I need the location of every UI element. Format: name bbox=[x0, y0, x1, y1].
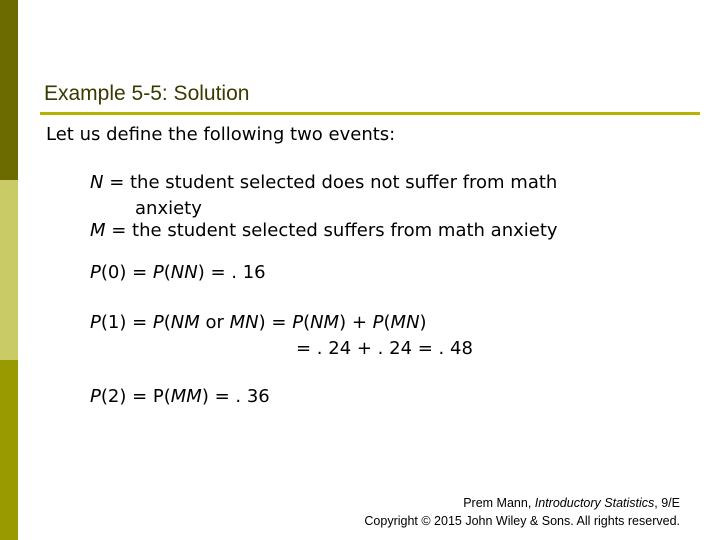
p0-equation bbox=[90, 262, 266, 283]
intro-text: Let us define the following two events: bbox=[46, 124, 396, 145]
p1-event: NM bbox=[170, 312, 200, 333]
p1-event: MN bbox=[229, 312, 259, 333]
p2-result: ) = . 36 bbox=[201, 386, 270, 407]
plus: ) + bbox=[339, 312, 373, 333]
p2-equation bbox=[90, 386, 270, 407]
sidebar-band-bottom bbox=[0, 360, 18, 540]
title-underline bbox=[40, 112, 700, 115]
p0-result: ) = . 16 bbox=[197, 262, 266, 283]
event-n-text: = the student selected does not suffer from math bbox=[103, 172, 558, 193]
paren: ( bbox=[303, 312, 311, 333]
p1-event: MN bbox=[390, 312, 420, 333]
event-n-definition bbox=[90, 172, 557, 193]
event-m-definition bbox=[90, 220, 558, 241]
footer-citation bbox=[364, 494, 680, 512]
p2-arg: (2) = P( bbox=[100, 386, 171, 407]
p-symbol: P bbox=[152, 262, 164, 283]
copyright-footer bbox=[364, 494, 680, 530]
or-word: or bbox=[199, 312, 230, 333]
event-n-symbol: N bbox=[90, 172, 104, 193]
equals: ) = bbox=[258, 312, 293, 333]
p-symbol: P bbox=[90, 312, 101, 333]
event-m-symbol: M bbox=[90, 220, 106, 241]
event-m-text: = the student selected suffers from math anxiety bbox=[105, 220, 558, 241]
p-symbol: P bbox=[90, 262, 101, 283]
paren: ( bbox=[163, 262, 171, 283]
footer-copyright: Copyright © 2015 John Wiley & Sons. All rights reserved. bbox=[364, 514, 680, 528]
p0-arg: (0) = bbox=[100, 262, 153, 283]
paren: ) bbox=[419, 312, 427, 333]
footer-edition: , 9/E bbox=[654, 496, 680, 510]
p-symbol: P bbox=[152, 312, 164, 333]
p1-event: NM bbox=[310, 312, 340, 333]
paren: ( bbox=[163, 312, 171, 333]
p-symbol: P bbox=[292, 312, 304, 333]
p1-calculation: = . 24 + . 24 = . 48 bbox=[296, 338, 473, 359]
sidebar-band-top bbox=[0, 0, 18, 180]
p-symbol: P bbox=[90, 386, 101, 407]
footer-book-title: Introductory Statistics bbox=[534, 496, 655, 510]
p1-arg: (1) = bbox=[100, 312, 153, 333]
event-n-continuation: anxiety bbox=[135, 198, 202, 219]
sidebar-band-middle bbox=[0, 180, 18, 360]
p2-event: MM bbox=[170, 386, 202, 407]
p-symbol: P bbox=[372, 312, 384, 333]
p1-equation bbox=[90, 312, 427, 333]
slide-title: Example 5-5: Solution bbox=[44, 82, 250, 105]
footer-author: Prem Mann, bbox=[463, 496, 535, 510]
p0-event: NN bbox=[170, 262, 198, 283]
paren: ( bbox=[383, 312, 391, 333]
